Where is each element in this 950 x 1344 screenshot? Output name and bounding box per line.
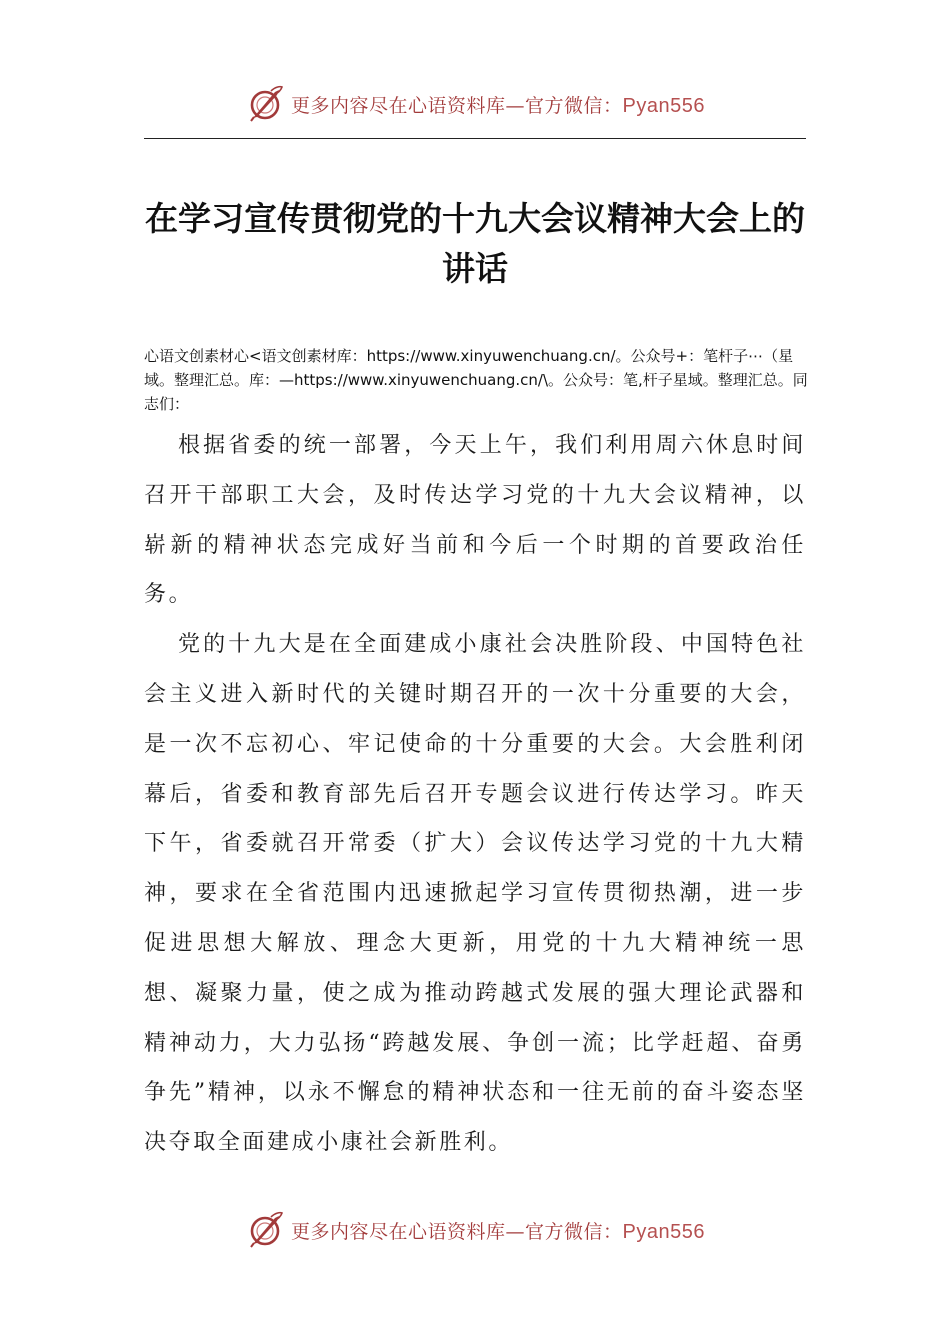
- document-body: [144, 421, 806, 1168]
- paragraph-2: 党的十九大是在全面建成小康社会决胜阶段、中国特色社会主义进入新时代的关键时期召开的一次十分重要的大会，是一次不忘初心、牢记使命的十分重要的大会。大会胜利闭幕后，省委和教育部先后召开专题会议进行传达学习。昨天下午，省委就召开常委（扩大）会议传达学习党的十九大精神，要求在全省范围内迅速掀起学习宣传贯彻热潮，进一步促进思想大解放、理念大更新，用党的十九大精神统一思想、凝聚力量，使之成为推动跨越式发展的强大理论武器和精神动力，大力弘扬“跨越发展、争创一流；比学赶超、奋勇争先”精神，以永不懈怠的精神状态和一往无前的奋斗姿态坚决夺取全面建成小康社会新胜利。: [144, 632, 806, 1156]
- header-divider: [144, 138, 806, 139]
- quill-pen-circle-icon: [245, 1210, 285, 1250]
- document-title: 在学习宣传贯彻党的十九大会议精神大会上的讲话: [145, 199, 805, 288]
- header-banner-text: 更多内容尽在心语资料库—官方微信：Pyan556: [291, 94, 705, 117]
- quill-pen-circle-icon: [245, 84, 285, 124]
- header-banner: [0, 82, 950, 126]
- source-note: 心语文创素材心<语文创素材库：https://www.xinyuwenchuang.cn/。公众号+：笔杆子⋯（星域。整理汇总。库：—https://www.xinyuwenchuang.cn/\。公众号：笔,杆子星域。整理汇总。同志们：: [144, 347, 808, 413]
- footer-banner: [0, 1208, 950, 1252]
- paragraph-1: 根据省委的统一部署，今天上午，我们利用周六休息时间召开干部职工大会，及时传达学习党的十九大会议精神，以崭新的精神状态完成好当前和今后一个时期的首要政治任务。: [144, 433, 806, 608]
- footer-wechat-id: Pyan556: [622, 1220, 705, 1243]
- footer-banner-text: 更多内容尽在心语资料库—官方微信：Pyan556: [291, 1220, 705, 1243]
- header-wechat-id: Pyan556: [622, 94, 705, 117]
